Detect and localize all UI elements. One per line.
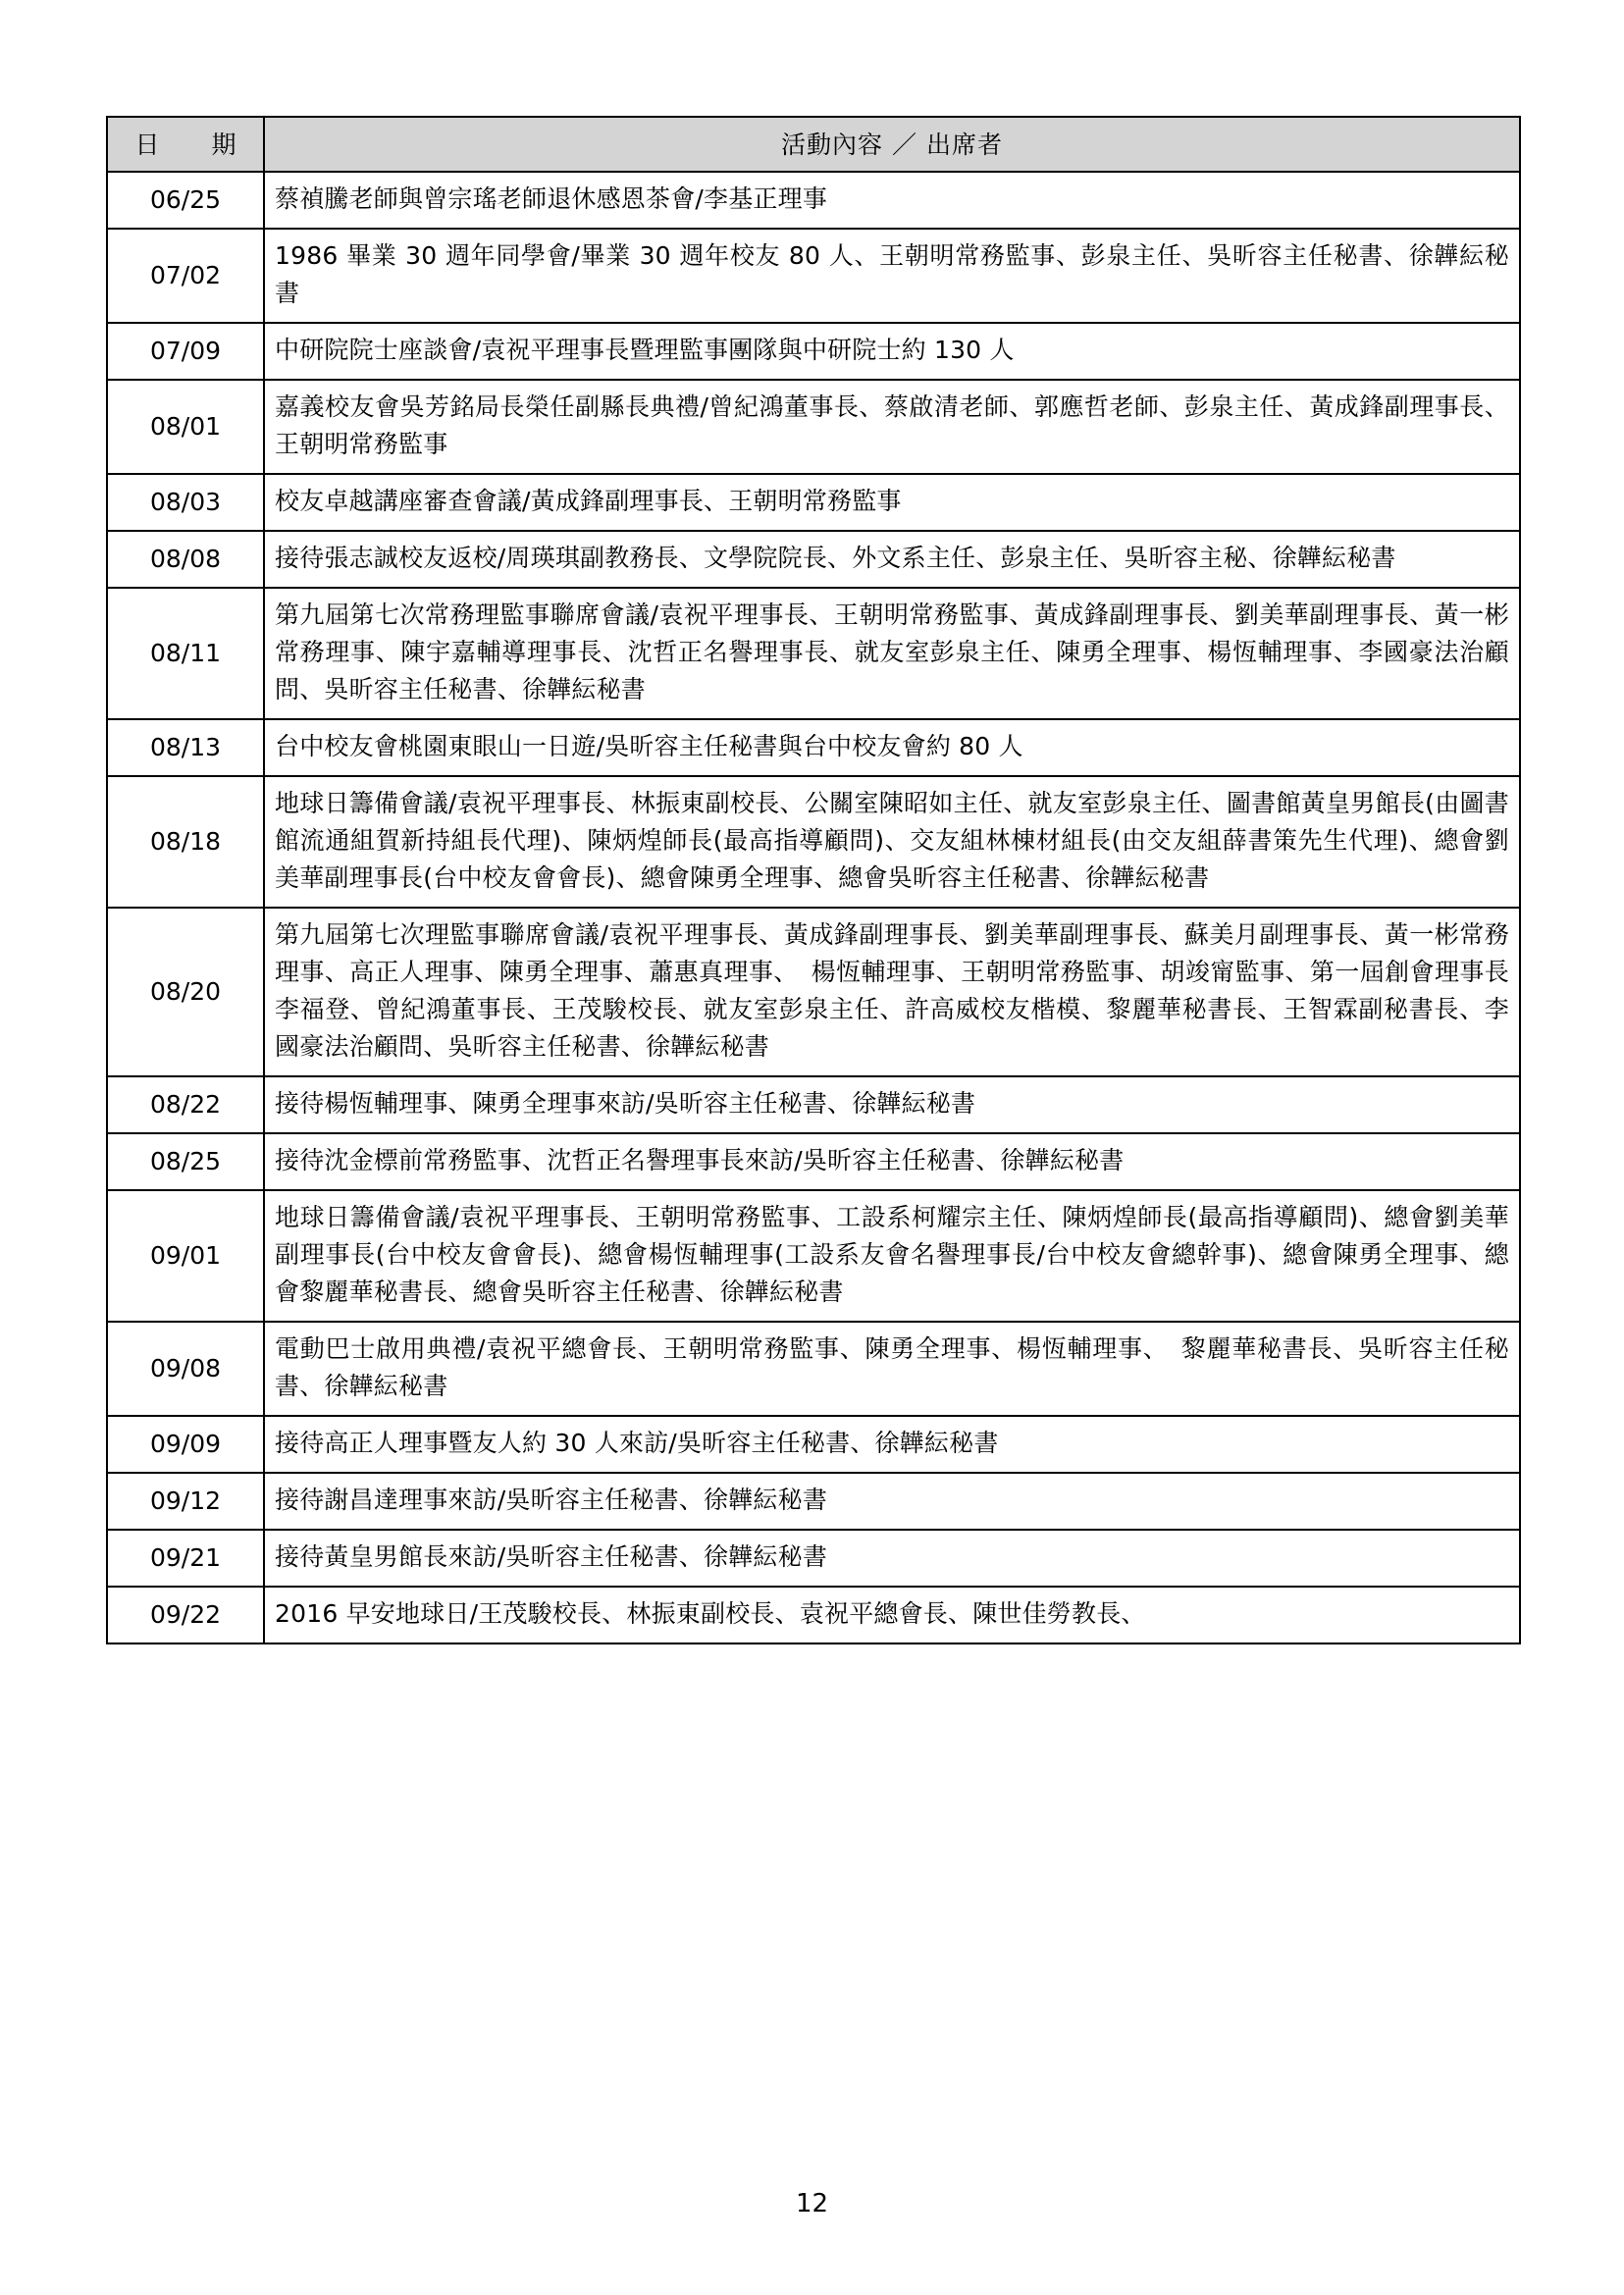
table-header-row [107,117,1520,172]
activity-table [106,116,1521,1644]
cell-date: 08/03 [107,474,264,531]
cell-content: 接待張志誠校友返校/周瑛琪副教務長、文學院院長、外文系主任、彭泉主任、吳昕容主秘、徐韡紜秘書 [264,531,1520,588]
cell-content: 接待楊恆輔理事、陳勇全理事來訪/吳昕容主任秘書、徐韡紜秘書 [264,1076,1520,1133]
cell-content: 地球日籌備會議/袁祝平理事長、王朝明常務監事、工設系柯耀宗主任、陳炳煌師長(最高指導顧問)、總會劉美華副理事長(台中校友會會長)、總會楊恆輔理事(工設系友會名譽理事長/台中校友會總幹事)、總會陳勇全理事、總會黎麗華秘書長、總會吳昕容主任秘書、徐韡紜秘書 [264,1190,1520,1322]
cell-date: 07/02 [107,229,264,323]
cell-content: 接待高正人理事暨友人約 30 人來訪/吳昕容主任秘書、徐韡紜秘書 [264,1416,1520,1473]
table-row [107,474,1520,531]
cell-date: 08/22 [107,1076,264,1133]
cell-date: 09/01 [107,1190,264,1322]
table-row [107,323,1520,380]
cell-date: 08/25 [107,1133,264,1190]
cell-date: 08/20 [107,908,264,1076]
table-row [107,719,1520,776]
column-header-date: 日 期 [107,117,264,172]
cell-date: 06/25 [107,172,264,229]
column-header-content: 活動內容 ／ 出席者 [264,117,1520,172]
table-body [107,172,1520,1643]
cell-date: 09/22 [107,1587,264,1643]
table-row [107,1322,1520,1416]
cell-content: 2016 早安地球日/王茂駿校長、林振東副校長、袁祝平總會長、陳世佳勞教長、 [264,1587,1520,1643]
cell-date: 09/12 [107,1473,264,1530]
cell-date: 09/09 [107,1416,264,1473]
cell-content: 1986 畢業 30 週年同學會/畢業 30 週年校友 80 人、王朝明常務監事、彭泉主任、吳昕容主任秘書、徐韡紜秘書 [264,229,1520,323]
cell-content: 第九屆第七次理監事聯席會議/袁祝平理事長、黃成鋒副理事長、劉美華副理事長、蘇美月副理事長、黃一彬常務理事、高正人理事、陳勇全理事、蕭惠真理事、 楊恆輔理事、王朝明常務監事、胡竣甯監事、第一屆創會理事長李福登、曾紀鴻董事長、王茂駿校長、就友室彭泉主任、許高威校友楷模、黎麗華秘書長、王智霖副秘書長、李國豪法治顧問、吳昕容主任秘書、徐韡紜秘書 [264,908,1520,1076]
page-number: 12 [795,2189,829,2218]
table-row [107,531,1520,588]
table-row [107,1190,1520,1322]
table-row [107,1133,1520,1190]
cell-date: 08/13 [107,719,264,776]
table-row [107,776,1520,908]
table-row [107,1587,1520,1643]
cell-content: 第九屆第七次常務理監事聯席會議/袁祝平理事長、王朝明常務監事、黃成鋒副理事長、劉美華副理事長、黃一彬常務理事、陳宇嘉輔導理事長、沈哲正名譽理事長、就友室彭泉主任、陳勇全理事、楊恆輔理事、李國豪法治顧問、吳昕容主任秘書、徐韡紜秘書 [264,588,1520,719]
table-row [107,380,1520,474]
cell-content: 蔡禎騰老師與曾宗瑤老師退休感恩茶會/李基正理事 [264,172,1520,229]
cell-content: 嘉義校友會吳芳銘局長榮任副縣長典禮/曾紀鴻董事長、蔡啟清老師、郭應哲老師、彭泉主任、黃成鋒副理事長、王朝明常務監事 [264,380,1520,474]
cell-content: 電動巴士啟用典禮/袁祝平總會長、王朝明常務監事、陳勇全理事、楊恆輔理事、 黎麗華秘書長、吳昕容主任秘書、徐韡紜秘書 [264,1322,1520,1416]
table-row [107,1076,1520,1133]
cell-content: 校友卓越講座審查會議/黃成鋒副理事長、王朝明常務監事 [264,474,1520,531]
cell-content: 中研院院士座談會/袁祝平理事長暨理監事團隊與中研院士約 130 人 [264,323,1520,380]
cell-date: 08/01 [107,380,264,474]
table-row [107,1530,1520,1587]
table-row [107,229,1520,323]
cell-content: 接待謝昌達理事來訪/吳昕容主任秘書、徐韡紜秘書 [264,1473,1520,1530]
cell-date: 08/18 [107,776,264,908]
cell-date: 09/08 [107,1322,264,1416]
cell-date: 07/09 [107,323,264,380]
table-row [107,172,1520,229]
table-row [107,588,1520,719]
cell-content: 台中校友會桃園東眼山一日遊/吳昕容主任秘書與台中校友會約 80 人 [264,719,1520,776]
cell-content: 地球日籌備會議/袁祝平理事長、林振東副校長、公關室陳昭如主任、就友室彭泉主任、圖書館黃皇男館長(由圖書館流通組賀新持組長代理)、陳炳煌師長(最高指導顧問)、交友組林棟材組長(由交友組薛書策先生代理)、總會劉美華副理事長(台中校友會會長)、總會陳勇全理事、總會吳昕容主任秘書、徐韡紜秘書 [264,776,1520,908]
cell-date: 08/11 [107,588,264,719]
cell-date: 09/21 [107,1530,264,1587]
table-row [107,908,1520,1076]
table-row [107,1473,1520,1530]
cell-date: 08/08 [107,531,264,588]
cell-content: 接待沈金標前常務監事、沈哲正名譽理事長來訪/吳昕容主任秘書、徐韡紜秘書 [264,1133,1520,1190]
table-row [107,1416,1520,1473]
cell-content: 接待黃皇男館長來訪/吳昕容主任秘書、徐韡紜秘書 [264,1530,1520,1587]
table-header [107,117,1520,172]
